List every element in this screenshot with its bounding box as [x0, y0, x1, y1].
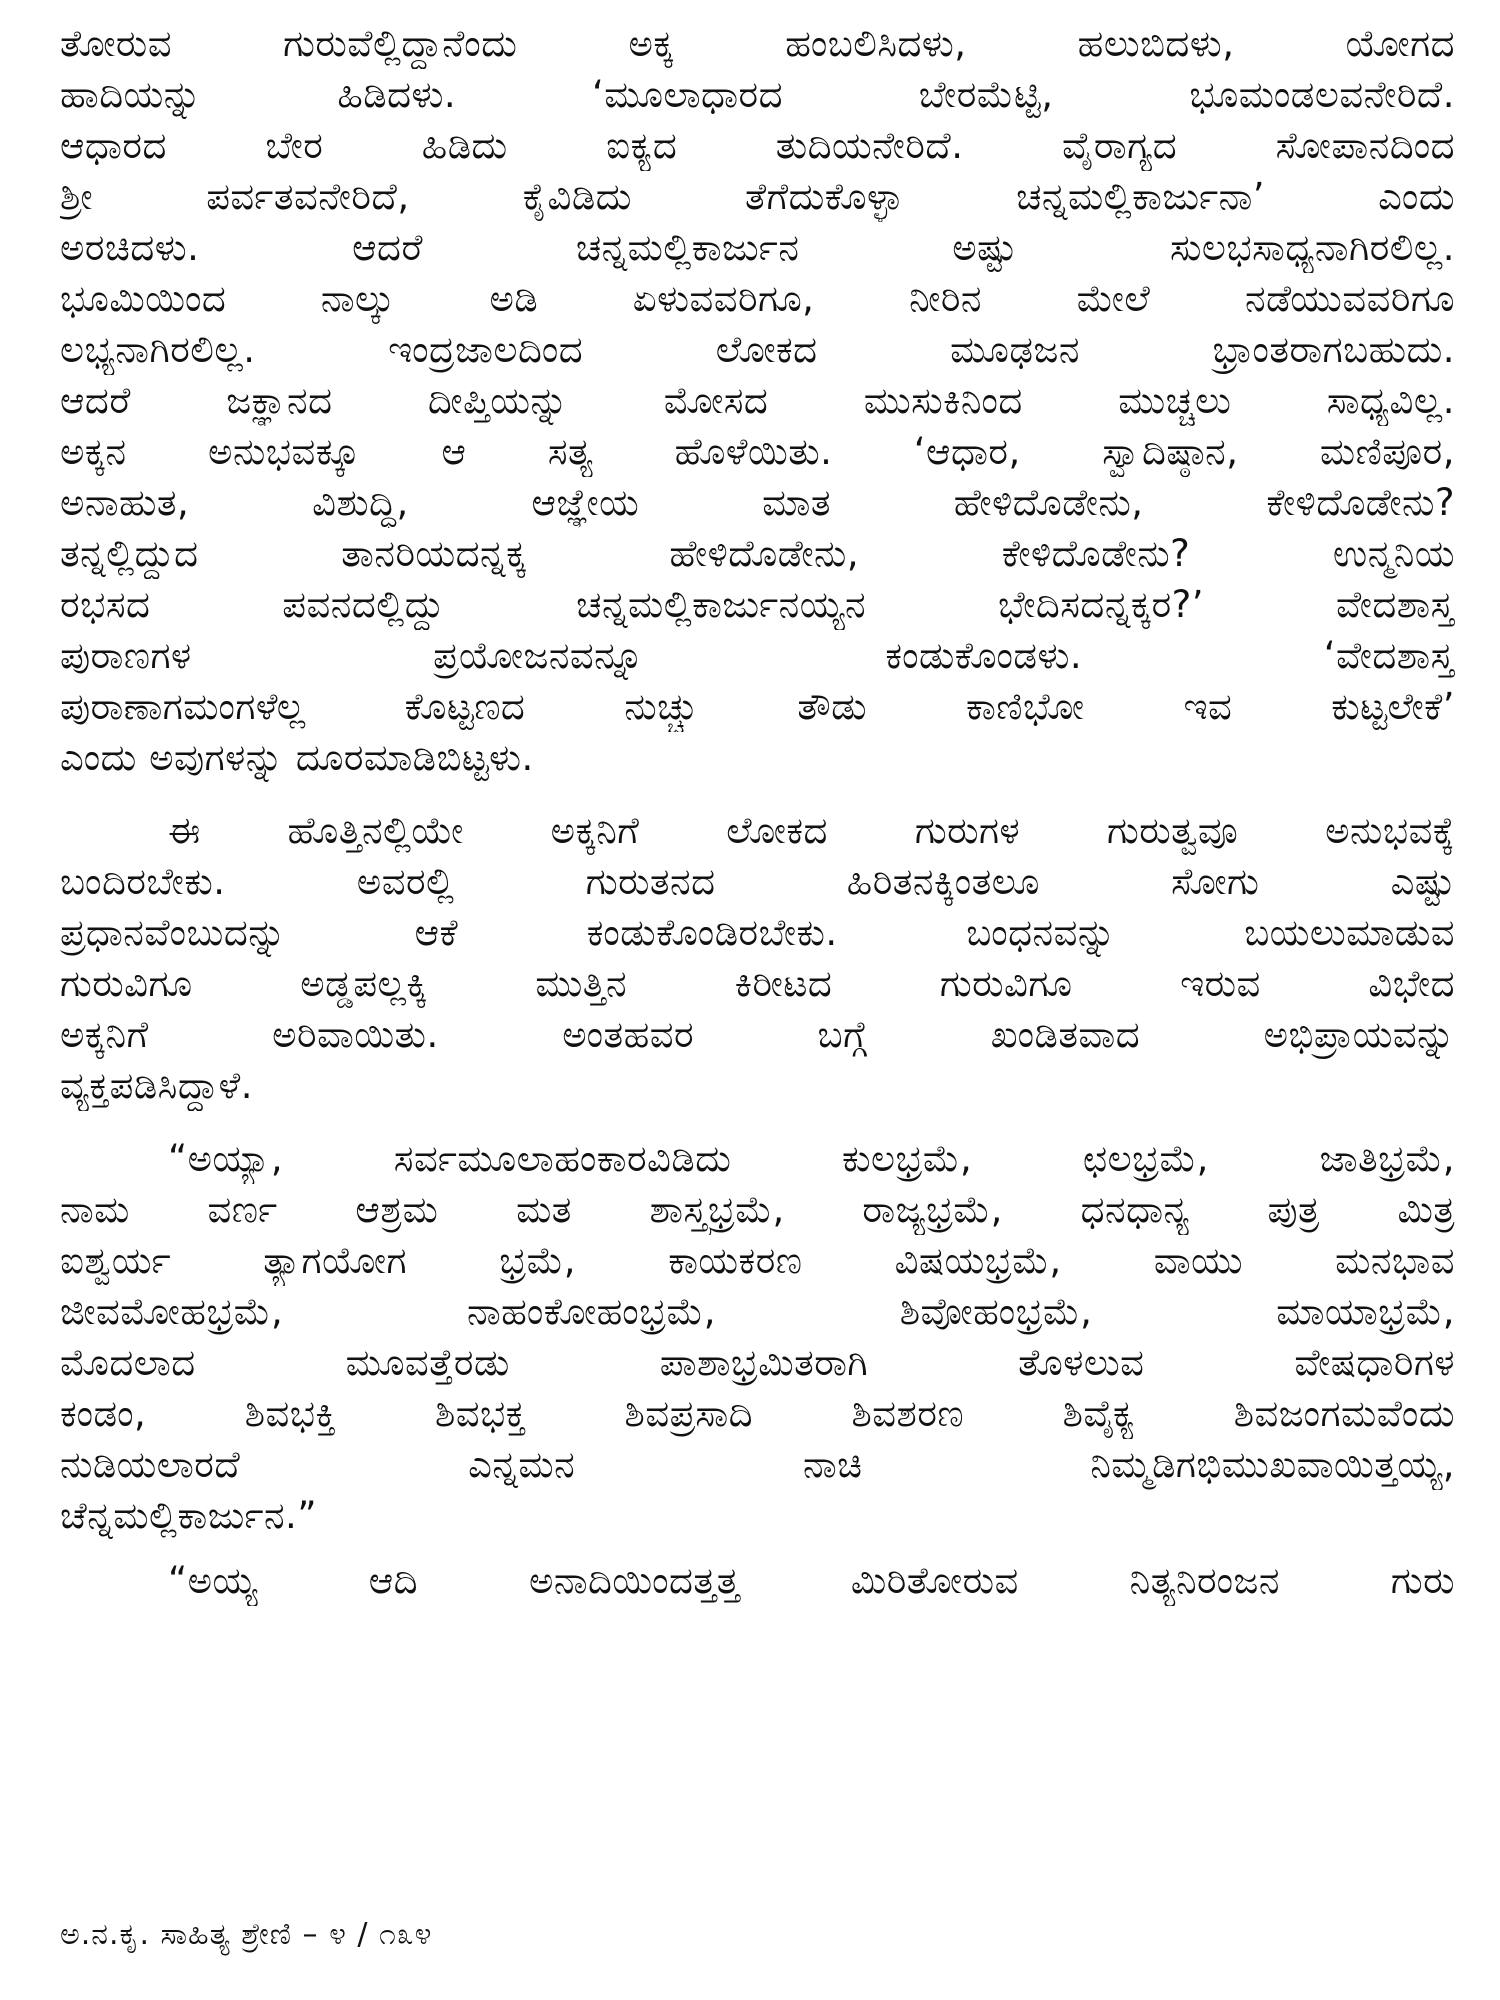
paragraph-gap [60, 783, 1455, 805]
text-line: ಈ ಹೊತ್ತಿನಲ್ಲಿಯೇ ಅಕ್ಕನಿಗೆ ಲೋಕದ ಗುರುಗಳ ಗುರುತ್ವವೂ ಅನುಭವಕ್ಕೆ [168, 809, 1455, 852]
text-line: ಭೂಮಿಯಿಂದ ನಾಲ್ಕು ಅಡಿ ಏಳುವವರಿಗೂ, ನೀರಿನ ಮೇಲೆ ನಡೆಯುವವರಿಗೂ [60, 277, 1455, 320]
text-line: ಬಂದಿರಬೇಕು. ಅವರಲ್ಲಿ ಗುರುತನದ ಹಿರಿತನಕ್ಕಿಂತಲೂ ಸೋಗು ಎಷ್ಟು [60, 860, 1455, 903]
text-line: ಜೀವಮೋಹಭ್ರಮೆ, ನಾಹಂಕೋಹಂಭ್ರಮೆ, ಶಿವೋಹಂಭ್ರಮೆ, ಮಾಯಾಭ್ರಮೆ, [60, 1290, 1455, 1333]
paragraph-2 [60, 805, 1455, 1111]
text-line: ಕಂಡಂ, ಶಿವಭಕ್ತಿ ಶಿವಭಕ್ತ ಶಿವಪ್ರಸಾದಿ ಶಿವಶರಣ ಶಿವೈಕ್ಯ ಶಿವಜಂಗಮವೆಂದು [60, 1392, 1455, 1435]
body-text [60, 18, 1455, 1606]
text-line: ನಾಮ ವರ್ಣ ಆಶ್ರಮ ಮತ ಶಾಸ್ತ್ರಭ್ರಮೆ, ರಾಜ್ಯಭ್ರಮೆ, ಧನಧಾನ್ಯ ಪುತ್ರ ಮಿತ್ರ [60, 1188, 1455, 1231]
text-line: ತನ್ನಲ್ಲಿದ್ದುದ ತಾನರಿಯದನ್ನಕ್ಕ ಹೇಳಿದೊಡೇನು, ಕೇಳಿದೊಡೇನು? ಉನ್ಮನಿಯ [60, 532, 1455, 575]
text-line: ಅನಾಹುತ, ವಿಶುದ್ಧಿ, ಆಜ್ಞೇಯ ಮಾತ ಹೇಳಿದೊಡೇನು, ಕೇಳಿದೊಡೇನು? [60, 481, 1455, 524]
text-line: ಐಶ್ವರ್ಯ ತ್ಯಾಗಯೋಗ ಭ್ರಮೆ, ಕಾಯಕರಣ ವಿಷಯಭ್ರಮೆ, ವಾಯು ಮನಭಾವ [60, 1239, 1455, 1282]
text-line: ವ್ಯಕ್ತಪಡಿಸಿದ್ದಾಳೆ. [60, 1064, 253, 1107]
text-line: “ಅಯ್ಯ ಆದಿ ಅನಾದಿಯಿಂದತ್ತತ್ತ ಮಿರಿತೋರುವ ನಿತ್ಯನಿರಂಜನ ಗುರು [168, 1559, 1455, 1602]
paragraph-gap [60, 1541, 1455, 1555]
text-line: ಆದರೆ ಜಕ್ಞಾನದ ದೀಪ್ತಿಯನ್ನು ಮೋಸದ ಮುಸುಕಿನಿಂದ ಮುಚ್ಚಲು ಸಾಧ್ಯವಿಲ್ಲ. [60, 379, 1455, 422]
quote-paragraph-1 [60, 1133, 1455, 1541]
text-line: ತೋರುವ ಗುರುವೆಲ್ಲಿದ್ದಾನೆಂದು ಅಕ್ಕ ಹಂಬಲಿಸಿದಳು, ಹಲುಬಿದಳು, ಯೋಗದ [60, 22, 1455, 65]
text-line: ಪುರಾಣಾಗಮಂಗಳೆಲ್ಲ ಕೊಟ್ಟಣದ ನುಚ್ಚು ತೌಡು ಕಾಣಿಭೋ ಇವ ಕುಟ್ಟಲೇಕೆ’ [60, 685, 1455, 728]
text-line: ಆಧಾರದ ಬೇರ ಹಿಡಿದು ಐಕ್ಯದ ತುದಿಯನೇರಿದೆ. ವೈರಾಗ್ಯದ ಸೋಪಾನದಿಂದ [60, 124, 1455, 167]
text-line: ಎಂದು ಅವುಗಳನ್ನು ದೂರಮಾಡಿಬಿಟ್ಟಳು. [60, 736, 534, 779]
text-line: ನುಡಿಯಲಾರದೆ ಎನ್ನಮನ ನಾಚಿ ನಿಮ್ಮಡಿಗಭಿಮುಖವಾಯಿತ್ತಯ್ಯ, [60, 1443, 1455, 1486]
paragraph-1 [60, 18, 1455, 783]
text-line: ಪುರಾಣಗಳ ಪ್ರಯೋಜನವನ್ನೂ ಕಂಡುಕೊಂಡಳು. ‘ವೇದಶಾಸ್ತ್ರ [60, 634, 1455, 677]
text-line: ಅರಚಿದಳು. ಆದರೆ ಚನ್ನಮಲ್ಲಿಕಾರ್ಜುನ ಅಷ್ಟು ಸುಲಭಸಾಧ್ಯನಾಗಿರಲಿಲ್ಲ. [60, 226, 1455, 269]
text-line: ಚೆನ್ನಮಲ್ಲಿಕಾರ್ಜುನ.” [60, 1494, 317, 1537]
text-line: ಹಾದಿಯನ್ನು ಹಿಡಿದಳು. ‘ಮೂಲಾಧಾರದ ಬೇರಮೆಟ್ಟಿ, ಭೂಮಂಡಲವನೇರಿದೆ. [60, 73, 1455, 116]
text-line: ಅಕ್ಕನ ಅನುಭವಕ್ಕೂ ಆ ಸತ್ಯ ಹೊಳೆಯಿತು. ‘ಆಧಾರ, ಸ್ವಾದಿಷ್ಠಾನ, ಮಣಿಪೂರ, [60, 430, 1455, 473]
text-line: ಪ್ರಧಾನವೆಂಬುದನ್ನು ಆಕೆ ಕಂಡುಕೊಂಡಿರಬೇಕು. ಬಂಧನವನ್ನು ಬಯಲುಮಾಡುವ [60, 911, 1455, 954]
text-line: ಲಭ್ಯನಾಗಿರಲಿಲ್ಲ. ಇಂದ್ರಜಾಲದಿಂದ ಲೋಕದ ಮೂಢಜನ ಭ್ರಾಂತರಾಗಬಹುದು. [60, 328, 1455, 371]
page-footer: ಅ.ನ.ಕೃ. ಸಾಹಿತ್ಯ ಶ್ರೇಣಿ – ೪ / ೧೩೪ [60, 1917, 433, 1952]
text-line: ಮೊದಲಾದ ಮೂವತ್ತೆರಡು ಪಾಶಾಭ್ರಮಿತರಾಗಿ ತೊಳಲುವ ವೇಷಧಾರಿಗಳ [60, 1341, 1455, 1384]
quote-paragraph-2 [60, 1555, 1455, 1606]
text-line: ಅಕ್ಕನಿಗೆ ಅರಿವಾಯಿತು. ಅಂತಹವರ ಬಗ್ಗೆ ಖಂಡಿತವಾದ ಅಭಿಪ್ರಾಯವನ್ನು [60, 1013, 1455, 1056]
text-line: ಶ್ರೀ ಪರ್ವತವನೇರಿದೆ, ಕೈವಿಡಿದು ತೆಗೆದುಕೊಳ್ಳಾ ಚನ್ನಮಲ್ಲಿಕಾರ್ಜುನಾ’ ಎಂದು [60, 175, 1455, 218]
text-line: ಗುರುವಿಗೂ ಅಡ್ಡಪಲ್ಲಕ್ಕಿ ಮುತ್ತಿನ ಕಿರೀಟದ ಗುರುವಿಗೂ ಇರುವ ವಿಭೇದ [60, 962, 1455, 1005]
text-line: “ಅಯ್ಯಾ, ಸರ್ವಮೂಲಾಹಂಕಾರವಿಡಿದು ಕುಲಭ್ರಮೆ, ಛಲಭ್ರಮೆ, ಜಾತಿಭ್ರಮೆ, [168, 1137, 1455, 1180]
text-line: ರಭಸದ ಪವನದಲ್ಲಿದ್ದು ಚನ್ನಮಲ್ಲಿಕಾರ್ಜುನಯ್ಯನ ಭೇದಿಸದನ್ನಕ್ಕರ?’ ವೇದಶಾಸ್ತ್ರ [60, 583, 1455, 626]
paragraph-gap [60, 1111, 1455, 1133]
